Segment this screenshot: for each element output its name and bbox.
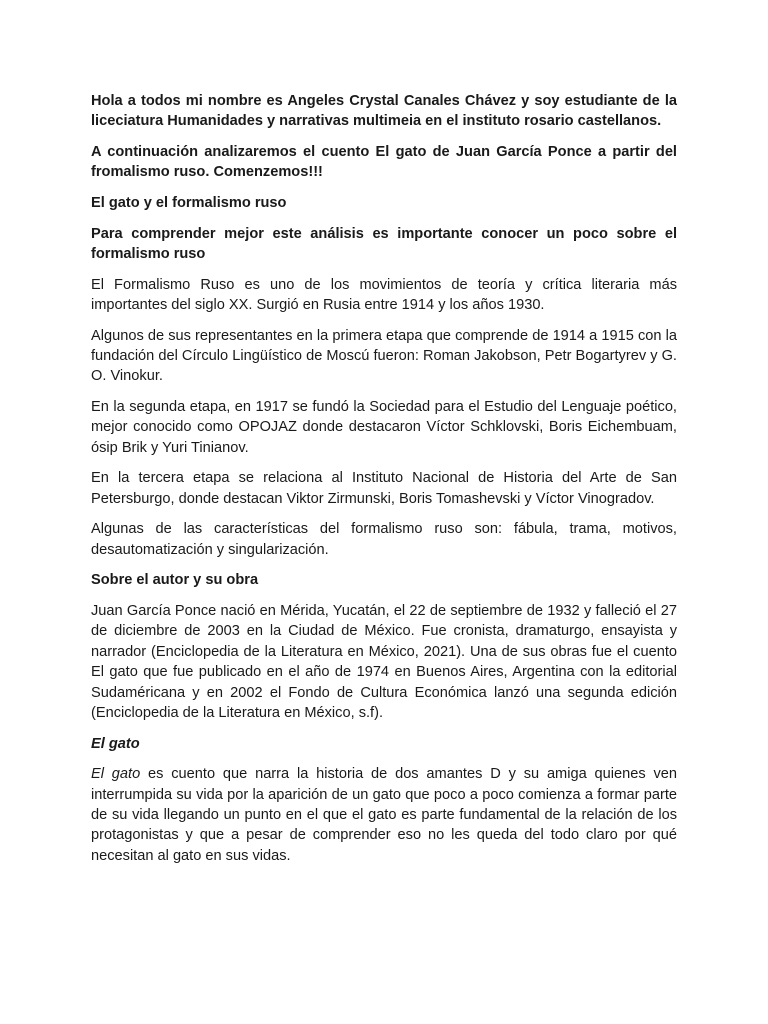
heading-el-gato: El gato (91, 735, 140, 752)
el-gato-description: es cuento que narra la historia de dos amantes D y su amiga quienes ven interrumpida su vida por la aparición de un gato que poco a poco comienza a formar parte de su vida llegando un punto en el que el gato es parte fundamental de la relación de los protagonistas y que a pesar de comprender eso no les queda del todo claro por qué necesitan al gato en sus vidas. (91, 766, 677, 864)
document-page (91, 91, 677, 876)
paragraph-formalismo: El Formalismo Ruso es uno de los movimientos de teoría y crítica literaria más importantes del siglo XX. Surgió en Rusia entre 1914 y los años 1930. (91, 276, 677, 313)
continuation-paragraph: A continuación analizaremos el cuento El gato de Juan García Ponce a partir del fromalismo ruso. Comenzemos!!! (91, 144, 677, 181)
paragraph-segunda-etapa: En la segunda etapa, en 1917 se fundó la Sociedad para el Estudio del Lenguaje poético, mejor conocido como OPOJAZ donde destacaron Víctor Schklovski, Boris Eichembuam, ósip Brik y Yuri Tinianov. (91, 399, 677, 456)
heading-gato-formalismo: El gato y el formalismo ruso (91, 195, 287, 211)
paragraph-caracteristicas: Algunas de las características del formalismo ruso son: fábula, trama, motivos, desautomatización y singularización. (91, 521, 677, 558)
el-gato-title-italic: El gato (91, 766, 141, 783)
paragraph-primera-etapa: Algunos de sus representantes en la primera etapa que comprende de 1914 a 1915 con la fundación del Círculo Lingüístico de Moscú fueron: Roman Jakobson, Petr Bogartyrev y G. O. Vinokur. (91, 327, 677, 385)
heading-autor: Sobre el autor y su obra (91, 572, 259, 589)
paragraph-autor: Juan García Ponce nació en Mérida, Yucatán, el 22 de septiembre de 1932 y falleció el 27 de diciembre de 2003 en la Ciudad de México. Fue cronista, dramaturgo, ensayista y narrador (Enciclopedia de la Literatura en México, 2021). Una de sus obras fue el cuento El gato que fue publicado en el año de 1974 en Buenos Aires, Argentina con la editorial Sudaméricana y en 2002 el Fondo de Cultura Económica lanzó una segunda edición (Enciclopedia de la Literatura en México, s.f). (91, 603, 677, 722)
paragraph-tercera-etapa: En la tercera etapa se relaciona al Instituto Nacional de Historia del Arte de San Petersburgo, donde destacan Viktor Zirmunski, Boris Tomashevski y Víctor Vinogradov. (91, 470, 677, 507)
paragraph-el-gato (91, 764, 677, 866)
intro-paragraph: Hola a todos mi nombre es Angeles Crystal Canales Chávez y soy estudiante de la liceciatura Humanidades y narrativas multimeia en el instituto rosario castellanos. (91, 93, 677, 130)
heading-comprender: Para comprender mejor este análisis es importante conocer un poco sobre el formalismo ruso (91, 225, 677, 262)
